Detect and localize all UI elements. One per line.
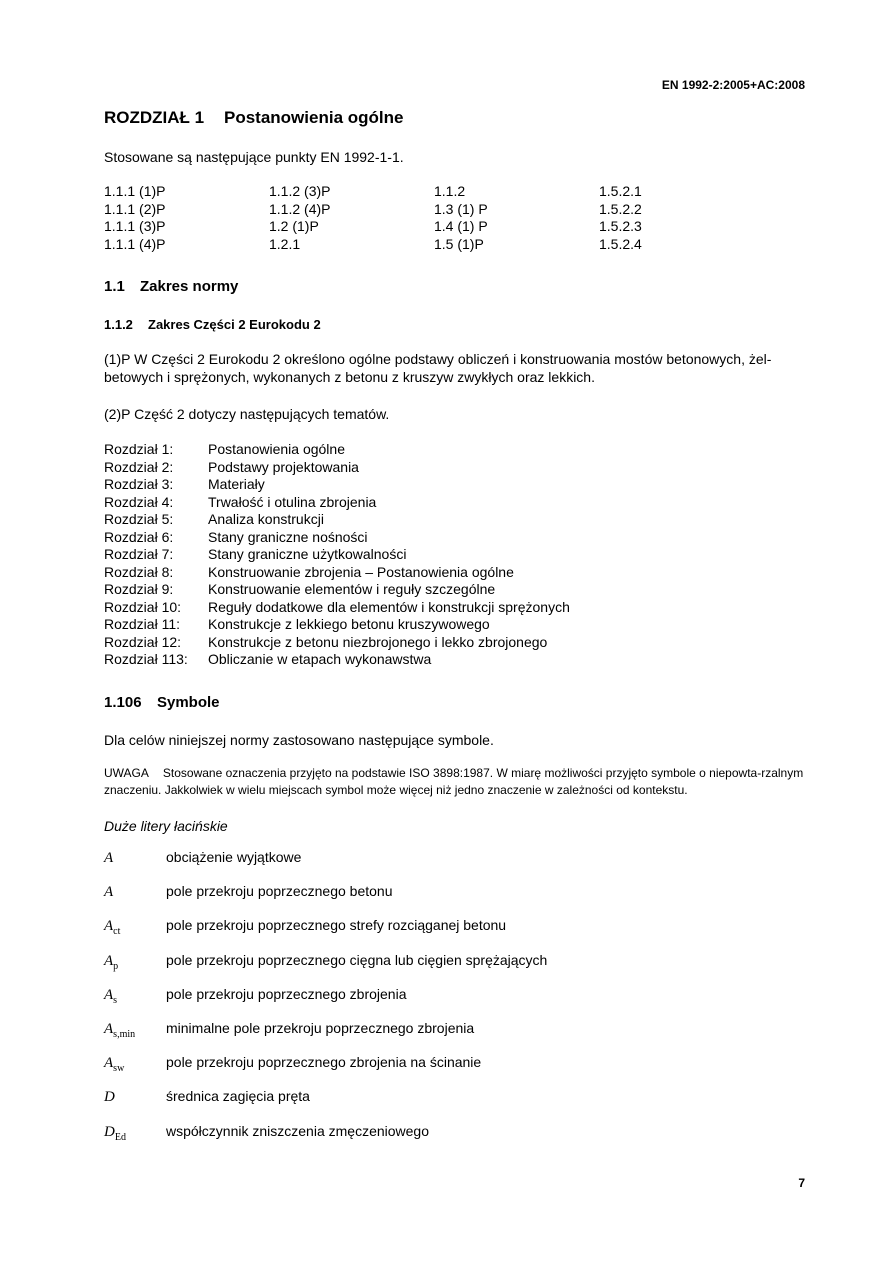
chapter-label: Rozdział 11: xyxy=(104,616,181,632)
clause-column xyxy=(599,183,642,253)
list-item xyxy=(104,1020,547,1054)
clause-item: 1.5.2.1 xyxy=(599,183,642,199)
chapter-topic: Podstawy projektowania xyxy=(208,458,359,475)
clause-item: 1.1.1 (3)P xyxy=(104,218,166,234)
symbols-subheading: Duże litery łacińskie xyxy=(104,818,228,834)
list-item xyxy=(104,917,547,951)
chapter-label: Rozdział 7: xyxy=(104,546,174,562)
symbol: A xyxy=(104,884,114,901)
clause-column xyxy=(269,183,330,253)
clause-item: 1.5.2.2 xyxy=(599,200,642,217)
chapter-topic: Stany graniczne użytkowalności xyxy=(208,546,407,562)
chapter-topic: Obliczanie w etapach wykonawstwa xyxy=(208,651,432,667)
symbols-intro-text: Dla celów niniejszej normy zastosowano następujące symbole. xyxy=(104,732,494,748)
symbol-description: pole przekroju poprzecznego strefy rozciąganej betonu xyxy=(166,917,507,934)
clause-item: 1.1.1 (4)P xyxy=(104,235,166,252)
clause-item: 1.1.1 (1)P xyxy=(104,183,166,199)
chapter-topic: Materiały xyxy=(208,476,265,492)
symbol-description: pole przekroju poprzecznego cięgna lub cięgien sprężających xyxy=(166,951,548,968)
symbol-description: minimalne pole przekroju poprzecznego zbrojenia xyxy=(166,1019,475,1036)
chapter-number: ROZDZIAŁ 1 xyxy=(104,108,205,127)
list-item xyxy=(104,581,570,599)
clause-item: 1.3 (1) P xyxy=(434,200,488,217)
subsection-title: Zakres Części 2 Eurokodu 2 xyxy=(148,317,321,332)
list-item xyxy=(104,529,570,547)
note-label: UWAGA xyxy=(104,766,149,780)
clause-item: 1.1.2 xyxy=(434,183,466,199)
clause-item: 1.1.2 (3)P xyxy=(269,183,331,199)
section-number: 1.1 xyxy=(104,278,125,295)
clause-item: 1.1.2 (4)P xyxy=(269,200,331,217)
list-item xyxy=(104,1054,547,1088)
chapter-topic: Trwałość i otulina zbrojenia xyxy=(208,493,377,510)
symbol-description: pole przekroju poprzecznego zbrojenia na ścinanie xyxy=(166,1054,482,1071)
list-item xyxy=(104,564,570,582)
subsection-heading xyxy=(104,317,321,332)
list-item xyxy=(104,476,570,494)
subsection-number: 1.1.2 xyxy=(104,317,133,332)
list-item xyxy=(104,494,570,512)
symbol: $A_{ct}$ xyxy=(104,918,121,938)
chapter-topic: Konstrukcje z lekkiego betonu kruszywowego xyxy=(208,616,490,632)
chapter-label: Rozdział 4: xyxy=(104,493,174,510)
list-item xyxy=(104,546,570,564)
symbol: $D_{Ed}$ xyxy=(104,1123,126,1143)
clause-item: 1.5.2.3 xyxy=(599,218,642,234)
symbol-description: pole przekroju poprzecznego betonu xyxy=(166,883,393,900)
chapter-topic: Analiza konstrukcji xyxy=(208,511,324,527)
symbol-description: pole przekroju poprzecznego zbrojenia xyxy=(166,985,407,1002)
list-item xyxy=(104,441,570,459)
clause-item: 1.2.1 xyxy=(269,235,301,252)
symbol: D xyxy=(104,1089,115,1106)
list-item xyxy=(104,459,570,477)
list-item xyxy=(104,616,570,634)
clause-column xyxy=(104,183,165,253)
chapter-topic: Konstrukcje z betonu niezbrojonego i lekko zbrojonego xyxy=(208,633,548,650)
document-id: EN 1992-2:2005+AC:2008 xyxy=(661,78,805,92)
symbol: $A_{sw}$ xyxy=(104,1055,125,1075)
list-item xyxy=(104,651,570,669)
symbol: $A_s$ xyxy=(104,986,118,1006)
chapter-topic: Konstruowanie elementów i reguły szczególne xyxy=(208,581,496,597)
chapter-list xyxy=(104,441,570,669)
clause-column xyxy=(434,183,488,253)
page-number: 7 xyxy=(798,1176,805,1190)
chapter-label: Rozdział 2: xyxy=(104,458,174,475)
section-heading xyxy=(104,278,238,295)
clause-item: 1.2 (1)P xyxy=(269,218,319,234)
chapter-heading xyxy=(104,108,403,128)
list-item xyxy=(104,986,547,1020)
clause-item: 1.5.2.4 xyxy=(599,235,642,252)
chapter-topic: Stany graniczne nośności xyxy=(208,528,368,545)
chapter-label: Rozdział 8: xyxy=(104,563,174,580)
chapter-label: Rozdział 3: xyxy=(104,476,174,492)
section-title: Symbole xyxy=(157,694,220,711)
symbol-list xyxy=(104,849,547,1157)
chapter-label: Rozdział 6: xyxy=(104,528,174,545)
note xyxy=(104,765,807,799)
chapter-label: Rozdział 12: xyxy=(104,633,182,650)
chapter-topic: Postanowienia ogólne xyxy=(208,441,345,457)
symbol-description: współczynnik zniszczenia zmęczeniowego xyxy=(166,1122,430,1139)
symbol: $A_{s,min}$ xyxy=(104,1020,136,1040)
chapter-label: Rozdział 9: xyxy=(104,581,174,597)
chapter-label: Rozdział 10: xyxy=(104,598,182,615)
list-item xyxy=(104,849,547,883)
symbol-description: obciążenie wyjątkowe xyxy=(166,849,302,865)
list-item xyxy=(104,511,570,529)
clause-item: 1.5 (1)P xyxy=(434,235,484,252)
chapter-label: Rozdział 113: xyxy=(104,651,188,667)
list-item xyxy=(104,1123,547,1157)
chapter-label: Rozdział 5: xyxy=(104,511,174,527)
list-item xyxy=(104,883,547,917)
clause-item: 1.1.1 (2)P xyxy=(104,200,166,217)
list-item xyxy=(104,599,570,617)
section-title: Zakres normy xyxy=(140,278,239,295)
paragraph-2: (2)P Część 2 dotyczy następujących tematów. xyxy=(104,406,390,422)
clause-item: 1.4 (1) P xyxy=(434,218,488,234)
chapter-topic: Reguły dodatkowe dla elementów i konstrukcji sprężonych xyxy=(208,598,570,615)
symbol: $A_p$ xyxy=(104,952,119,972)
symbol-description: średnica zagięcia pręta xyxy=(166,1088,310,1105)
list-item xyxy=(104,1088,547,1122)
note-text: Stosowane oznaczenia przyjęto na podstawie ISO 3898:1987. W miarę możliwości przyjęto symbole o niepowta-rzalnym znaczeniu. Jakkolwiek w wielu miejscach symbol może więcej niż jedno znaczenie w zależności od kontekstu. xyxy=(104,766,804,797)
chapter-topic: Konstruowanie zbrojenia – Postanowienia ogólne xyxy=(208,563,514,580)
chapter-label: Rozdział 1: xyxy=(104,441,174,457)
chapter-title: Postanowienia ogólne xyxy=(224,108,404,127)
section-number: 1.106 xyxy=(104,694,142,711)
list-item xyxy=(104,952,547,986)
symbol: A xyxy=(104,850,114,866)
section-heading xyxy=(104,694,220,711)
list-item xyxy=(104,634,570,652)
paragraph-1: (1)P W Części 2 Eurokodu 2 określono ogólne podstawy obliczeń i konstruowania mostów betonowych, żel-betowych i sprężonych, wykonanych z betonu z kruszyw zwykłych oraz lekkich. xyxy=(104,351,772,385)
intro-text: Stosowane są następujące punkty EN 1992-1-1. xyxy=(104,149,404,165)
